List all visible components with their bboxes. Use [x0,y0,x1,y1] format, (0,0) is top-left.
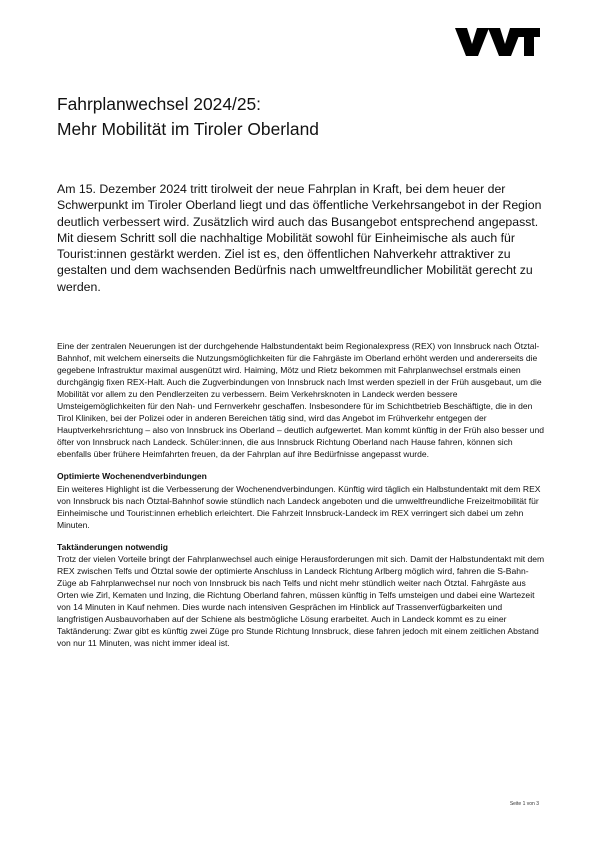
section-heading: Optimierte Wochenendverbindungen [57,471,207,482]
title-line-1: Fahrplanwechsel 2024/25: [57,94,261,114]
page-title [57,92,537,142]
page-number: Seite 1 von 3 [509,801,539,807]
title-line-2: Mehr Mobilität im Tiroler Oberland [57,119,319,139]
section-taktaenderungen [57,541,545,649]
lead-paragraph: Am 15. Dezember 2024 tritt tirolweit der neue Fahrplan in Kraft, bei dem heuer der Schwerpunkt im Tiroler Oberland liegt und das öffentliche Verkehrsangebot in der Region deutlich verbessert wird. Zusätzlich wird auch das Busangebot entsprechend angepasst. Mit diesem Schritt soll die nachhaltige Mobilität sowohl für Einheimische als auch für Tourist:innen gestärkt werden. Ziel ist es, den öffentlichen Nahverkehr attraktiver zu gestalten und dem wachsenden Bedürfnis nach umweltfreundlicher Mobilität gerecht zu werden. [57,182,542,294]
body-paragraph: Eine der zentralen Neuerungen ist der durchgehende Halbstundentakt beim Regionalexpress (REX) von Innsbruck nach Ötztal-Bahnhof, mit welchem einerseits die Nutzungsmöglichkeiten für die Fahrgäste im Oberland erhöht werden und andererseits die gegebene Infrastruktur maximal ausgenützt wird. Haiming, Mötz und Rietz bekommen mit Fahrplanwechsel erstmals einen durchgängig fixen REX-Halt. Auch die Zugverbindungen von Innsbruck nach Imst werden speziell in der Früh ausgebaut, um die Mobilität vor allem zu den Pendlerzeiten zu verbessern. Beim Verkehrsknoten in Landeck werden bessere Umsteigemöglichkeiten für den Nah- und Fernverkehr geschaffen. Insbesondere für im Schichtbetrieb Beschäftigte, die in den Tirol Kliniken, bei der Polizei oder in anderen Bereichen tätig sind, wird das Angebot im Frühverkehr entgegen der Hauptverkehrsrichtung – also von Innsbruck ins Oberland – deutlich aufgewertet. Man kommt künftig in der Früh also besser und öfter von Innsbruck nach Landeck. Schüler:innen, die aus Innsbruck Richtung Oberland nach Hause fahren, können sich ebenfalls über frühere Heimfahrten freuen, da der Fahrplan auf ihre Bedürfnisse angepasst wurde. [57,341,544,460]
section-heading: Taktänderungen notwendig [57,541,168,552]
vvt-logo [455,28,540,56]
section-text: Ein weiteres Highlight ist die Verbesserung der Wochenendverbindungen. Künftig wird täglich ein Halbstundentakt mit dem REX von Innsbruck bis nach Ötztal-Bahnhof sowie stündlich nach Landeck angeboten und die umweltfreundliche Freizeitmobilität für Einheimische und Tourist:innen erheblich erleichtert. Die Fahrzeit Innsbruck-Landeck im REX verringert sich dabei um zehn Minuten. [57,483,541,530]
section-text: Trotz der vielen Vorteile bringt der Fahrplanwechsel auch einige Herausforderungen mit sich. Damit der Halbstundentakt mit dem REX zwischen Telfs und Ötztal sowie der optimierte Anschluss in Landeck Richtung Arlberg möglich wird, fahren die S-Bahn-Züge ab Fahrplanwechsel nur noch von Innsbruck bis nach Telfs und nicht mehr stündlich weiter nach Ötztal. Fahrgäste aus Orten wie Zirl, Kematen und Inzing, die Richtung Oberland fahren, müssen künftig in Telfs umsteigen und dabei eine Wartezeit von 14 Minuten in Kauf nehmen. Dies wurde nach intensiven Gesprächen im Hinblick auf Trassenverfügbarkeiten und langfristigen Ausbauvorhaben auf der Schiene als bestmögliche Lösung erarbeitet. Auch in Landeck kommt es zu einer Taktänderung: Zwar gibt es künftig zwei Züge pro Stunde Richtung Innsbruck, diese fahren jedoch mit einem zeitlichen Abstand von nur 11 Minuten, was nicht immer ideal ist. [57,553,545,649]
article-body [57,340,545,659]
section-wochenendverbindungen [57,470,545,530]
